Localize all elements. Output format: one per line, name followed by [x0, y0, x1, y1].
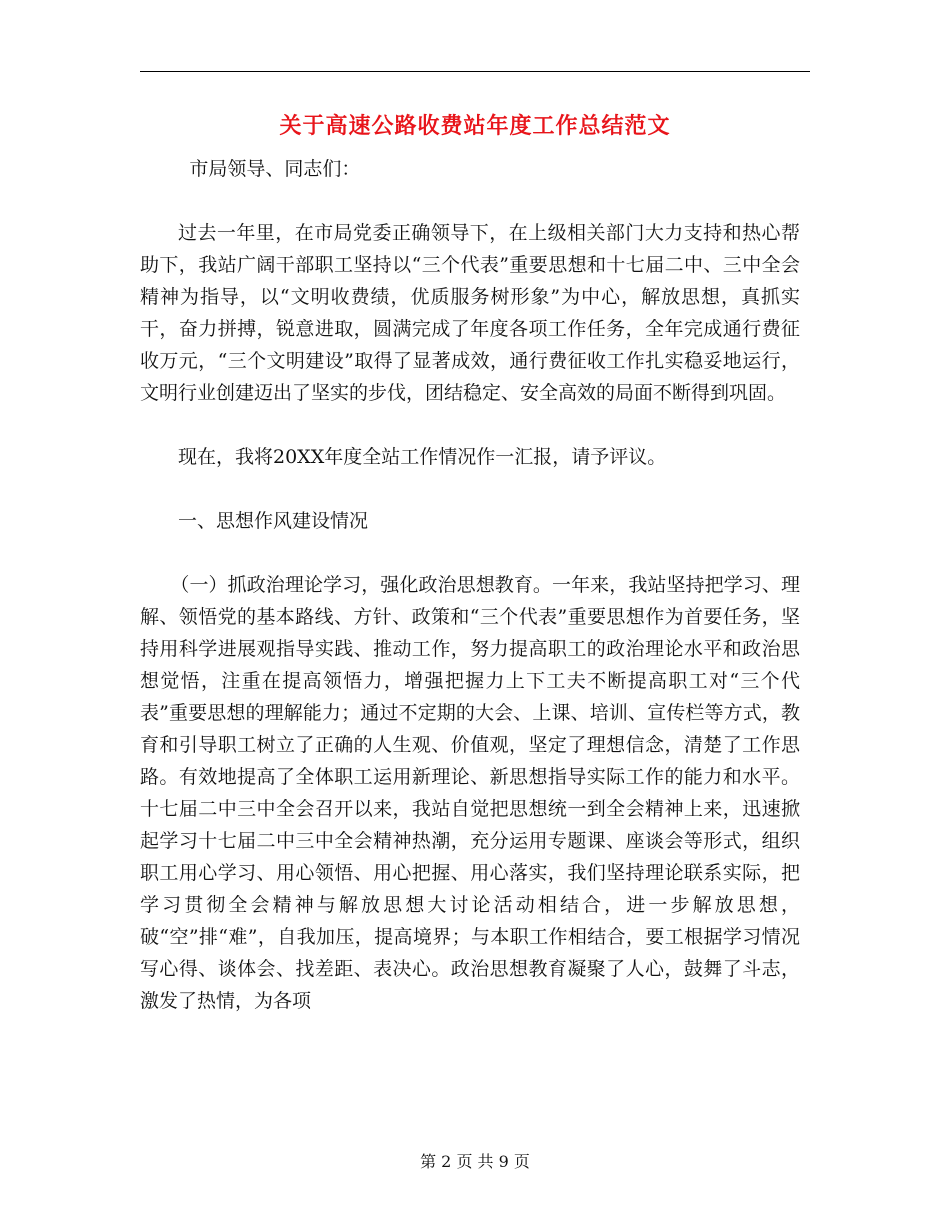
salutation: 市局领导、同志们：: [189, 158, 361, 180]
document-title: 关于高速公路收费站年度工作总结范文: [279, 113, 671, 139]
page-number: 第 2 页 共 9 页: [420, 1152, 530, 1171]
section-heading: 一、思想作风建设情况: [178, 510, 369, 532]
intro-paragraph: 过去一年里，在市局党委正确领导下，在上级相关部门大力支持和热心帮助下，我站广阔干部职工坚持以“三个代表”重要思想和十七届二中、三中全会精神为指导，以“文明收费绩，优质服务树形象”为中心，解放思想，真抓实干，奋力拼搏，锐意进取，圆满完成了年度各项工作任务，全年完成通行费征收万元，“三个文明建设”取得了显著成效，通行费征收工作扎实稳妥地运行，文明行业创建迈出了坚实的步伐，团结稳定、安全高效的局面不断得到巩固。: [140, 222, 800, 404]
header-rule: [140, 71, 810, 72]
document-body: [140, 153, 800, 1017]
section-paragraph: （一）抓政治理论学习，强化政治思想教育。一年来，我站坚持把学习、理解、领悟党的基本路线、方针、政策和“三个代表”重要思想作为首要任务，坚持用科学进展观指导实践、推动工作，努力提高职工的政治理论水平和政治思想觉悟，注重在提高领悟力，增强把握力上下工夫不断提高职工对“三个代表”重要思想的理解能力；通过不定期的大会、上课、培训、宣传栏等方式，教育和引导职工树立了正确的人生观、价值观，坚定了理想信念，清楚了工作思路。有效地提高了全体职工运用新理论、新思想指导实际工作的能力和水平。十七届二中三中全会召开以来，我站自觉把思想统一到全会精神上来，迅速掀起学习十七届二中三中全会精神热潮，充分运用专题课、座谈会等形式，组织职工用心学习、用心领悟、用心把握、用心落实，我们坚持理论联系实际，把学习贯彻全会精神与解放思想大讨论活动相结合，进一步解放思想，破“空”排“难”，自我加压，提高境界；与本职工作相结合，要工根据学习情况写心得、谈体会、找差距、表决心。政治思想教育凝聚了人心，鼓舞了斗志，激发了热情，为各项: [140, 574, 800, 1012]
report-statement: 现在，我将20XX年度全站工作情况作一汇报，请予评议。: [178, 446, 667, 468]
